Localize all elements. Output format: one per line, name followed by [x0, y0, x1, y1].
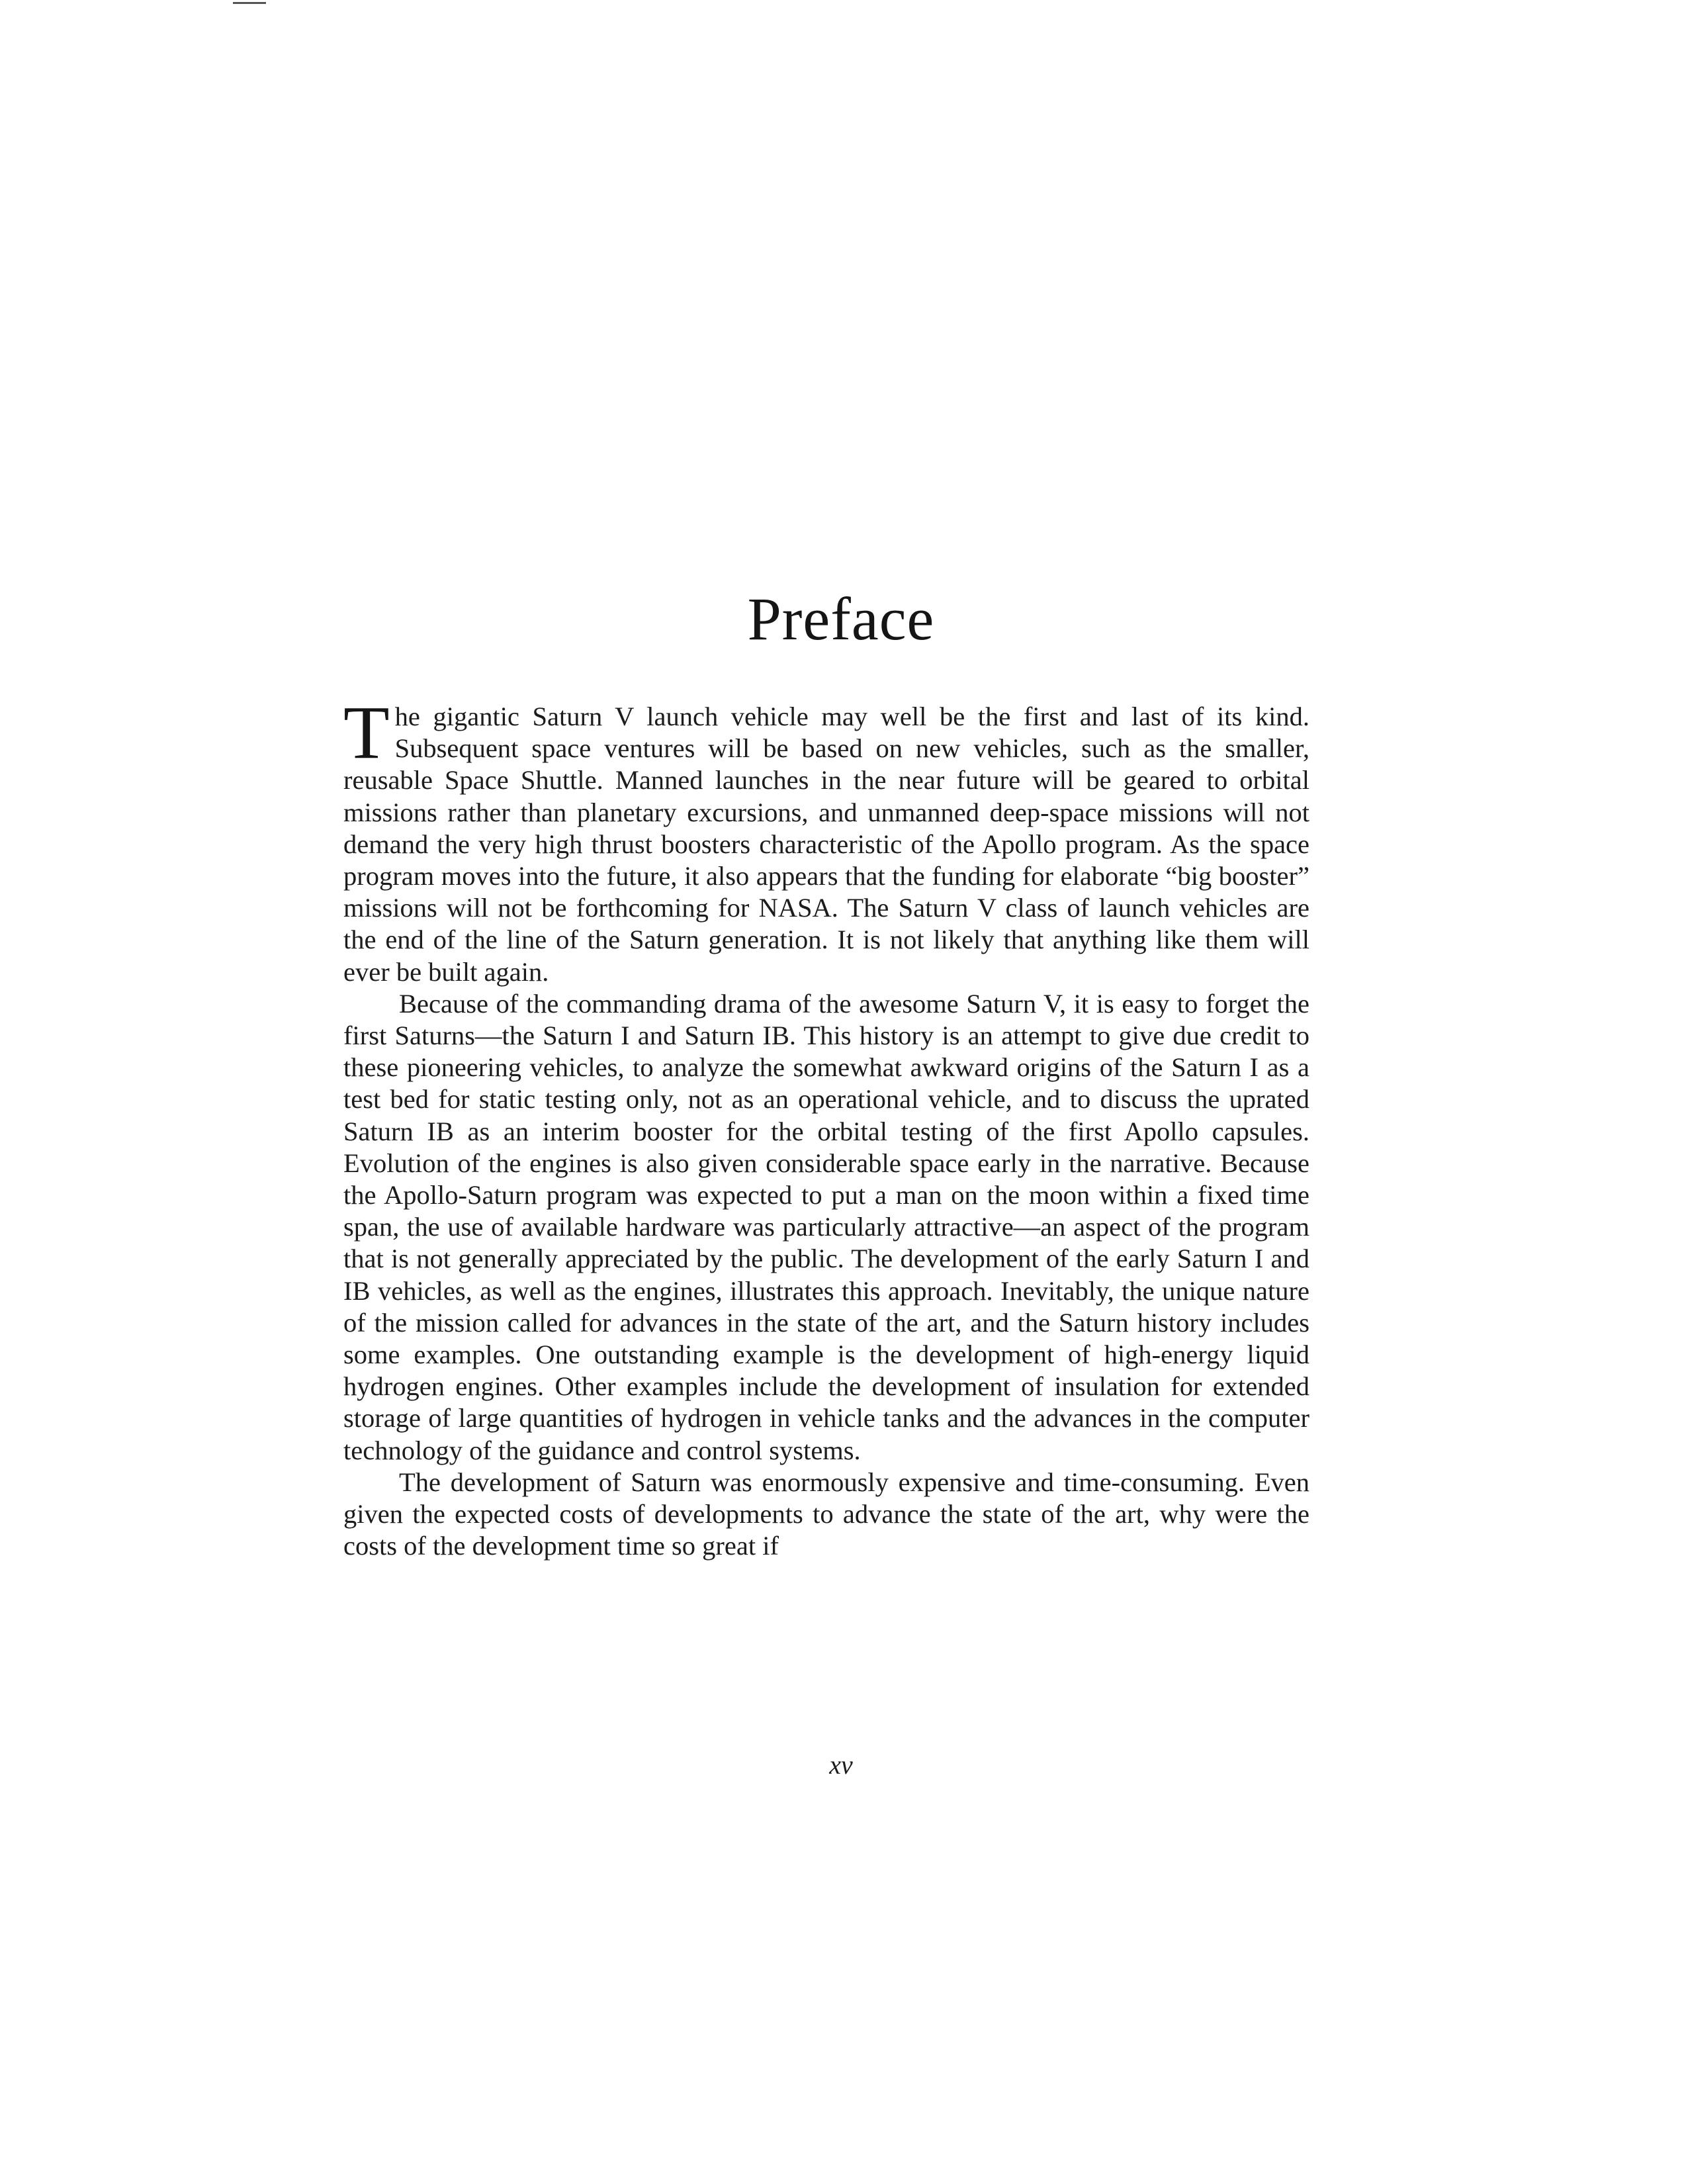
paragraph-1-text: he gigantic Saturn V launch vehicle may well be the first and last of its kind. Subsequent space ventures will be based on new vehicles, such as the smaller, reusable Space Shuttle. Manned launches in the near future will be geared to orbital missions rather than planetary excursions, and unmanned deep-space missions will not demand the very high thrust boosters characteristic of the Apollo program. As the space program moves into the future, it also appears that the funding for elaborate “big booster” missions will not be forthcoming for NASA. The Saturn V class of launch vehicles are the end of the line of the Saturn generation. It is not likely that anything like them will ever be built again.	[343, 702, 1309, 987]
page-number: xv	[829, 1750, 853, 1780]
paragraph-2: Because of the commanding drama of the awesome Saturn V, it is easy to forget the first Saturns—the Saturn I and Saturn IB. This history is an attempt to give due credit to these pioneering vehicles, to analyze the somewhat awkward origins of the Saturn I as a test bed for static testing only, not as an operational vehicle, and to discuss the uprated Saturn IB as an interim booster for the orbital testing of the first Apollo capsules. Evolution of the engines is also given considerable space early in the narrative. Because the Apollo-Saturn program was expected to put a man on the moon within a fixed time span, the use of available hardware was particularly attractive—an aspect of the program that is not generally appreciated by the public. The development of the early Saturn I and IB vehicles, as well as the engines, illustrates this approach. Inevitably, the unique nature of the mission called for advances in the state of the art, and the Saturn history includes some examples. One outstanding example is the development of high-energy liquid hydrogen engines. Other examples include the development of insulation for extended storage of large quantities of hydrogen in vehicle tanks and the advances in the computer technology of the guidance and control systems.	[343, 988, 1309, 1465]
page-title: Preface	[747, 585, 935, 653]
scan-artifact-mark	[233, 0, 267, 7]
body-text	[343, 690, 1309, 1562]
drop-cap: T	[343, 690, 390, 774]
paragraph-3: The development of Saturn was enormously expensive and time-consuming. Even given the expected costs of developments to advance the state of the art, why were the costs of the development time so great if	[343, 1467, 1309, 1561]
paragraph-1	[343, 690, 1309, 988]
